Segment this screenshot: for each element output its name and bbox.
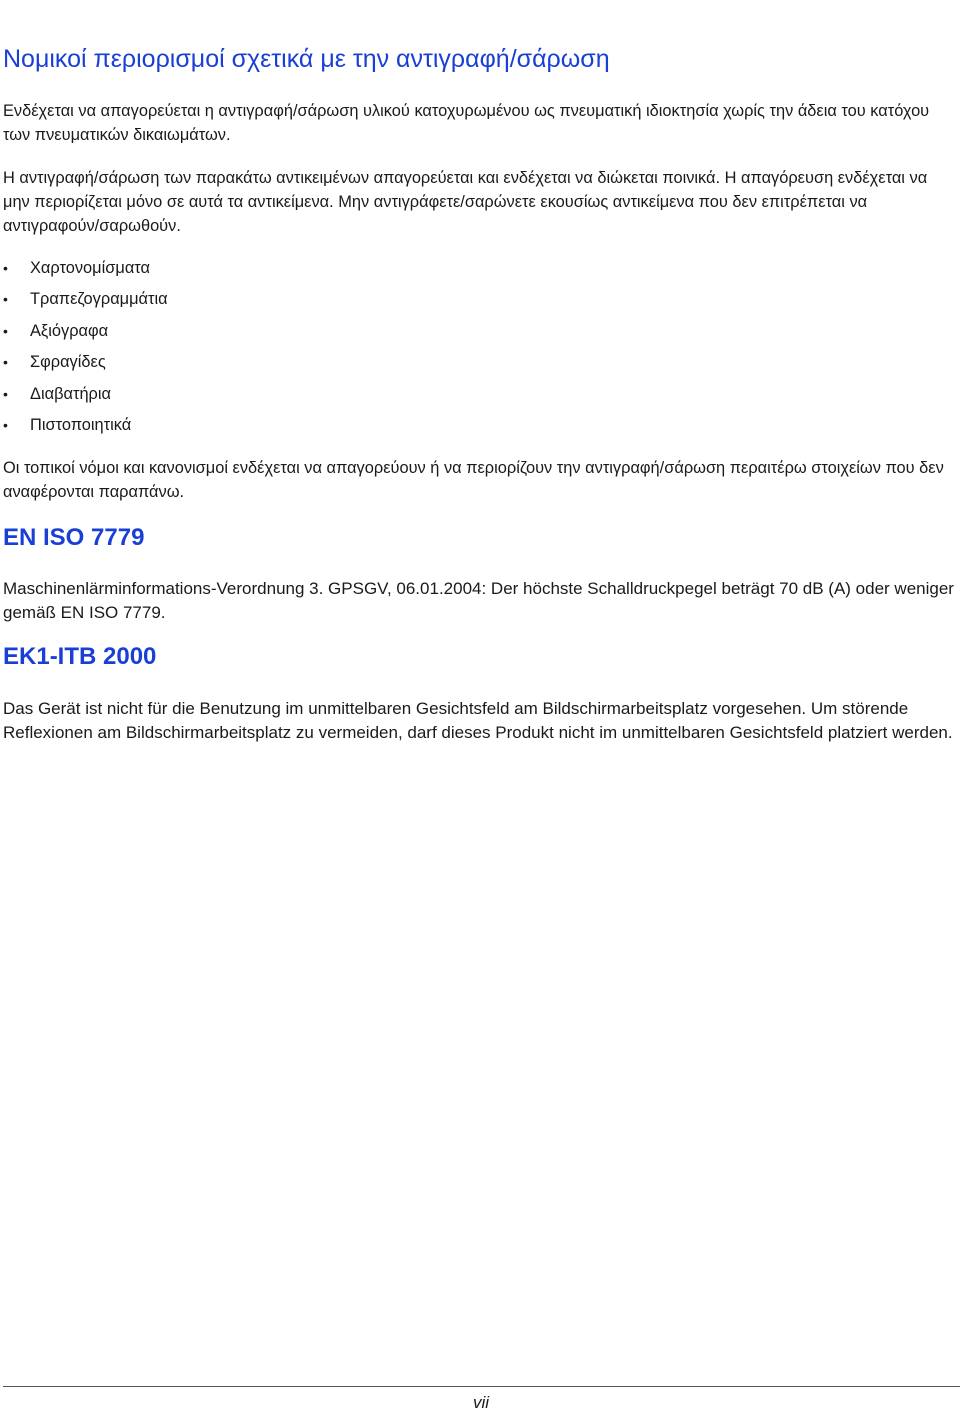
local-laws-paragraph: Οι τοπικοί νόμοι και κανονισμοί ενδέχεται να απαγορεύουν ή να περιορίζουν την αντιγραφή/σάρωση περαιτέρω στοιχείων που δεν αναφέρονται παραπάνω.	[3, 459, 944, 501]
list-item-label: Διαβατήρια	[30, 384, 112, 403]
list-item-label: Τραπεζογραμμάτια	[30, 290, 168, 309]
bullet-icon: •	[3, 385, 8, 402]
list-item-label: Σφραγίδες	[30, 353, 106, 372]
bullet-icon: •	[3, 354, 8, 371]
ek1-heading: EK1-ITB 2000	[3, 643, 157, 670]
bullet-icon: •	[3, 291, 8, 308]
prohibited-items-list	[3, 254, 168, 442]
intro-paragraph: Ενδέχεται να απαγορεύεται η αντιγραφή/σάρωση υλικού κατοχυρωμένου ως πνευματική ιδιοκτησία χωρίς την άδεια του κατόχου των πνευματικών δικαιωμάτων.	[3, 102, 930, 144]
list-item	[3, 254, 168, 285]
bullet-icon: •	[3, 260, 8, 276]
prohibition-paragraph: Η αντιγραφή/σάρωση των παρακάτω αντικειμένων απαγορεύεται και ενδέχεται να διώκεται ποινικά. Η απαγόρευση ενδέχεται να μην περιορίζεται μόνο σε αυτά τα αντικείμενα. Μην αντιγράφετε/σαρώνετε εκουσίως αντικείμενα που δεν επιτρέπεται να αντιγραφούν/σαρωθούν.	[3, 169, 928, 235]
section-heading: Νομικοί περιορισμοί σχετικά με την αντιγραφή/σάρωση	[3, 45, 610, 73]
list-item-label: Χαρτονομίσματα	[30, 259, 151, 277]
list-item-label: Πιστοποιητικά	[30, 415, 132, 434]
ek1-paragraph: Das Gerät ist nicht für die Benutzung im unmittelbaren Gesichtsfeld am Bildschirmarbeitsplatz vorgesehen. Um störende Reflexionen am Bildschirmarbeitsplatz zu vermeiden, darf dieses Produkt nicht im unmittelbaren Gesichtsfeld platziert werden.	[3, 699, 953, 742]
list-item	[3, 380, 168, 411]
footer-divider	[3, 1386, 960, 1387]
list-item	[3, 411, 168, 442]
list-item	[3, 285, 168, 316]
list-item	[3, 317, 168, 348]
bullet-icon: •	[3, 416, 8, 433]
iso-heading: EN ISO 7779	[3, 524, 145, 551]
page-number: vii	[473, 1393, 490, 1412]
list-item-label: Αξιόγραφα	[30, 321, 109, 340]
list-item	[3, 348, 168, 379]
iso-paragraph: Maschinenlärminformations-Verordnung 3. GPSGV, 06.01.2004: Der höchste Schalldruckpegel beträgt 70 dB (A) oder weniger gemäß EN ISO 7779.	[3, 579, 954, 622]
bullet-icon: •	[3, 322, 8, 339]
